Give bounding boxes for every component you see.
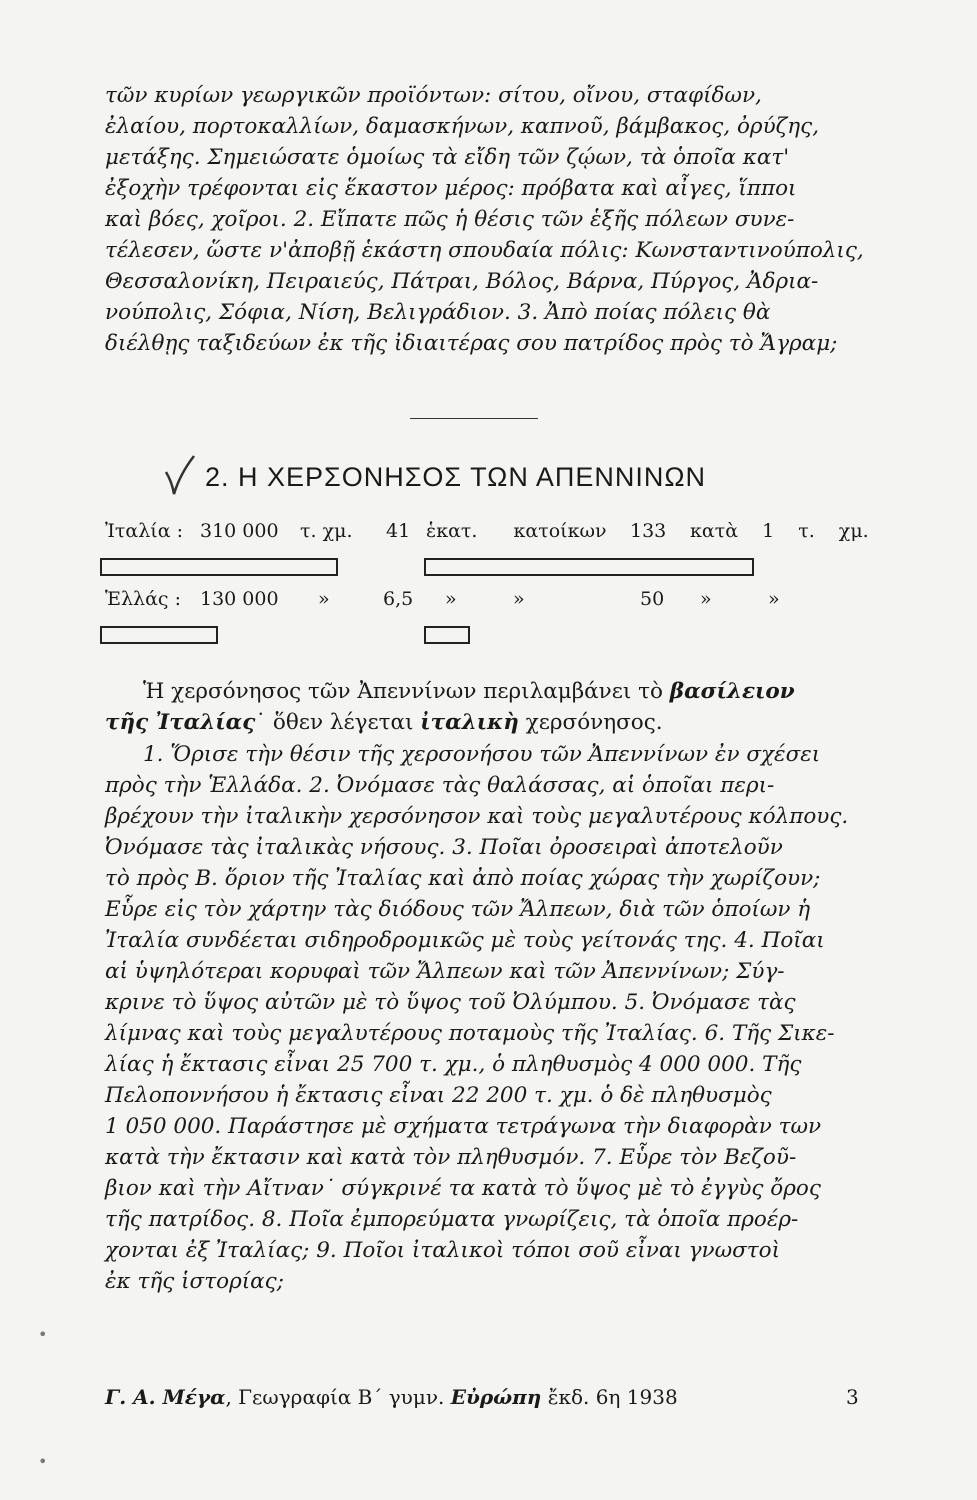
stat-greece-population: 6,5 (383, 588, 414, 610)
stat-italy-pop-unit: ἑκατ. κατοίκων (426, 520, 607, 542)
page-number: 3 (846, 1385, 859, 1409)
stat-greece-name: Ἑλλάς : (105, 588, 181, 610)
stat-italy-density-unit: κατὰ 1 τ. χμ. (690, 520, 869, 542)
text-run: χερσόνησος. (518, 710, 663, 735)
stat-italy-area: 310 000 (200, 520, 279, 542)
footer-citation (105, 1385, 678, 1409)
text-line: Ἰταλία συνδέεται σιδηροδρομικῶς μὲ τοὺς γείτονάς της. 4. Ποῖαι (105, 928, 825, 953)
text-line: Θεσσαλονίκη, Πειραιεύς, Πάτραι, Βόλος, Βάρνα, Πύργος, Ἀδρια- (105, 269, 819, 294)
stat-italy-area-unit: τ. χμ. (300, 520, 353, 542)
bold-term: βασίλειον (669, 679, 795, 704)
greece-area-bar (100, 626, 218, 644)
text-line: λίμνας καὶ τοὺς μεγαλυτέρους ποταμοὺς τῆς Ἰταλίας. 6. Τῆς Σικε- (105, 1021, 835, 1046)
italy-area-bar (100, 558, 338, 576)
text-line: 1 050 000. Παράστησε μὲ σχήματα τετράγωνα τὴν διαφορὰν των (105, 1114, 822, 1139)
footer-edition: ἔκδ. 6η 1938 (541, 1385, 678, 1409)
stat-greece-area: 130 000 (200, 588, 279, 610)
text-line: ἐλαίου, πορτοκαλλίων, δαμασκήνων, καπνοῦ, βάμβακος, ὀρύζης, (105, 114, 820, 139)
text-line: μετάξης. Σημειώσατε ὁμοίως τὰ εἴδη τῶν ζῴων, τὰ ὁποῖα κατ' (105, 145, 790, 170)
greece-density-bar (424, 626, 470, 644)
stat-greece-density-unit-a: » (700, 588, 712, 610)
footer-part: Εὐρώπη (450, 1385, 542, 1409)
text-line: νούπολις, Σόφια, Νίση, Βελιγράδιον. 3. Ἀπὸ ποίας πόλεις θὰ (105, 300, 771, 325)
text-line: τῆς πατρίδος. 8. Ποῖα ἐμπορεύματα γνωρίζεις, τὰ ὁποῖα προέρ- (105, 1207, 799, 1232)
text-line: κρινε τὸ ὕψος αὐτῶν μὲ τὸ ὕψος τοῦ Ὀλύμπου. 5. Ὀνόμασε τὰς (105, 990, 796, 1015)
text-line: κατὰ τὴν ἔκτασιν καὶ κατὰ τὸν πληθυσμόν. 7. Εὗρε τὸν Βεζοῦ- (105, 1145, 797, 1170)
stat-greece-density: 50 (640, 588, 665, 610)
text-line: ἐκ τῆς ἱστορίας; (105, 1269, 284, 1294)
pencil-checkmark-icon (160, 452, 200, 498)
stat-greece-pop-unit-a: » (445, 588, 457, 610)
text-line: Εὗρε εἰς τὸν χάρτην τὰς διόδους τῶν Ἄλπεων, διὰ τῶν ὁποίων ἡ (105, 897, 811, 922)
text-line: Ὀνόμασε τὰς ἰταλικὰς νήσους. 3. Ποῖαι ὀροσειραὶ ἀποτελοῦν (105, 835, 783, 860)
text-line (105, 676, 845, 707)
stat-greece-pop-unit-b: » (513, 588, 525, 610)
text-line (105, 707, 845, 738)
stat-italy-population: 41 (386, 520, 411, 542)
stat-italy-name: Ἰταλία : (105, 520, 184, 542)
footer-author: Γ. Α. Μέγα (105, 1385, 226, 1409)
intro-paragraph (105, 80, 864, 359)
margin-dot: • (38, 1452, 48, 1471)
section-title: 2. Η ΧΕΡΣΟΝΗΣΟΣ ΤΩΝ ΑΠΕΝΝΙΝΩΝ (205, 462, 707, 492)
section-divider (410, 418, 538, 419)
text-line: βρέχουν τὴν ἰταλικὴν χερσόνησον καὶ τοὺς μεγαλυτέρους κόλπους. (105, 804, 849, 829)
italy-density-bar (424, 558, 754, 576)
text-line: ἐξοχὴν τρέφονται εἰς ἕκαστον μέρος: πρόβατα καὶ αἶγες, ἵπποι (105, 176, 797, 201)
text-line: τῶν κυρίων γεωργικῶν προϊόντων: σίτου, οἴνου, σταφίδων, (105, 83, 762, 108)
text-line: βιον καὶ τὴν Αἴτναν˙ σύγκρινέ τα κατὰ τὸ ὕψος μὲ τὸ ἐγγὺς ὄρος (105, 1176, 821, 1201)
text-line: τὸ πρὸς Β. ὅριον τῆς Ἰταλίας καὶ ἀπὸ ποίας χώρας τὴν χωρίζουν; (105, 866, 821, 891)
questions-paragraph (105, 739, 849, 1297)
text-line: καὶ βόες, χοῖροι. 2. Εἴπατε πῶς ἡ θέσις τῶν ἑξῆς πόλεων συνε- (105, 207, 795, 232)
stat-greece-density-unit-b: » (768, 588, 780, 610)
text-line: Πελοποννήσου ἡ ἔκτασις εἶναι 22 200 τ. χμ. ὁ δὲ πληθυσμὸς (105, 1083, 772, 1108)
text-run: ˙ ὅθεν λέγεται (255, 710, 421, 735)
bold-term: ἰταλικὴ (420, 710, 519, 735)
stat-italy-density: 133 (630, 520, 667, 542)
text-line: αἱ ὑψηλότεραι κορυφαὶ τῶν Ἄλπεων καὶ τῶν Ἀπεννίνων; Σύγ- (105, 959, 785, 984)
footer-book: , Γεωγραφία Β΄ γυμν. (225, 1385, 451, 1409)
margin-dot: • (38, 1325, 48, 1344)
text-line: τέλεσεν, ὥστε ν'ἀποβῇ ἑκάστη σπουδαία πόλις: Κωνσταντινούπολις, (105, 238, 864, 263)
stat-greece-area-unit: » (318, 588, 330, 610)
text-line: λίας ἡ ἔκτασις εἶναι 25 700 τ. χμ., ὁ πληθυσμὸς 4 000 000. Τῆς (105, 1052, 802, 1077)
text-line: χονται ἐξ Ἰταλίας; 9. Ποῖοι ἰταλικοὶ τόποι σοῦ εἶναι γνωστοὶ (105, 1238, 781, 1263)
bold-term: τῆς Ἰταλίας (105, 710, 256, 735)
text-line: 1. Ὅρισε τὴν θέσιν τῆς χερσονήσου τῶν Ἀπεννίνων ἐν σχέσει (143, 742, 821, 767)
text-run: Ἡ χερσόνησος τῶν Ἀπεννίνων περιλαμβάνει τὸ (143, 679, 670, 704)
text-line: διέλθῃς ταξιδεύων ἐκ τῆς ἰδιαιτέρας σου πατρίδος πρὸς τὸ Ἄγραμ; (105, 331, 838, 356)
body-paragraph (105, 676, 845, 738)
text-line: πρὸς τὴν Ἑλλάδα. 2. Ὀνόμασε τὰς θαλάσσας, αἱ ὁποῖαι περι- (105, 773, 775, 798)
